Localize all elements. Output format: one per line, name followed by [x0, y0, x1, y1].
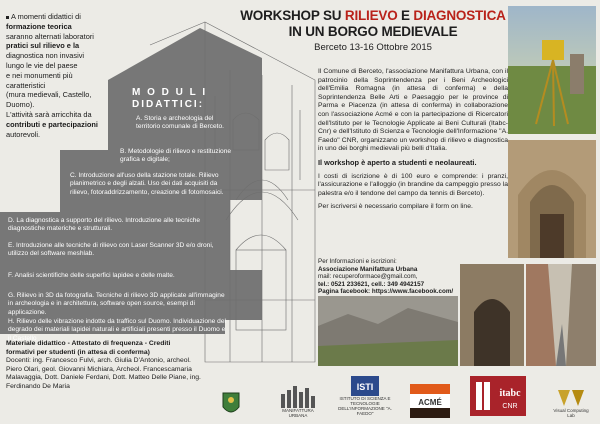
- intro-line: contributi e partecipazioni: [6, 119, 98, 129]
- info-line: mail: recuperoformace@gmail.com,: [318, 273, 418, 281]
- info-line: tel.: 0521 233621, cell.: 349 4942157: [318, 280, 425, 288]
- info-line: Associazione Manifattura Urbana: [318, 265, 418, 273]
- intro-line: lungo le vie del paese: [6, 60, 78, 70]
- logo-manifattura-urbana: [276, 376, 320, 418]
- body-highlight: Il workshop è aperto a studenti e neolaureati.: [318, 157, 477, 167]
- module-item: G. Rilievo in 3D da fotografia. Tecniche di rilievo 3D applicate all'immagine in archeologia e in architettura, software open source, esempi di applicazione.: [8, 292, 225, 316]
- logo-label: ISTITUTO DI SCIENZA E TECNOLOGIE DELL'INFORMAZIONE "A. FAEDO": [338, 396, 392, 416]
- logo-label: MANIFATTURA URBANA: [282, 408, 314, 418]
- body-paragraph: Il Comune di Berceto, l'associazione Manifattura Urbana, con il patrocinio della Soprintendenza per i Beni Archeologici dell'Emilia Romagna (in attesa di conferma) e della Soprintendenza Belle Arti e Paesaggio per le province di Parma e Piacenza (in attesa di conferma) in collaborazione con l'associazione Acmé e con la partecipazione di Ricercatori dell'Istituto per le Tecnologie Applicate ai Beni Culturali (Itabc-Cnr) e dell'Istituto di Scienza e Tecnologie dell'Informazione "A. Faedo" CNR, organizzano un workshop di rilievo e diagnostica in uno dei borghi medievali più belli d'Italia.: [318, 68, 508, 153]
- body-paragraph: I costi di iscrizione è di 100 euro e comprende: i pranzi, l'assicurazione e l'alloggio (in brandine da campeggio presso la palestra e/o il tendone del campo da tennis di Berceto).: [318, 172, 509, 197]
- title-block: [228, 8, 518, 53]
- photo-ruins: [318, 296, 458, 366]
- title-part: DIAGNOSTICA: [413, 8, 506, 23]
- module-item: D. La diagnostica a supporto del rilievo. Introduzione alle tecniche diagnostiche materiche e strutturali.: [8, 217, 201, 233]
- title-part: WORKSHOP SU: [240, 8, 345, 23]
- intro-line: diagnostica non invasivi: [6, 51, 85, 61]
- photo-street: [526, 264, 596, 366]
- moduli-title-line: DIDATTICI:: [132, 99, 205, 110]
- intro-line: L'attività sarà arricchita da: [6, 109, 92, 119]
- info-line: Pagina facebook: https://www.facebook.com/: [318, 288, 454, 296]
- logo-acme: [408, 376, 452, 418]
- module-item: F. Analisi scientifiche delle superfici lapidee e delle malte.: [8, 272, 175, 279]
- intro-line: formazione teorica: [6, 21, 72, 31]
- intro-line: e nei monumenti più: [6, 70, 73, 80]
- module-item: H. Rilievo delle vibrazione indotte da traffico sul Duomo. Individuazione del degrado dei materiali lapidei naturali e artificiali presenti presso il Duomo e il Castello: [8, 318, 226, 342]
- svg-text:ISTI: ISTI: [356, 382, 374, 392]
- photo-arch-gate: [460, 264, 524, 366]
- bottom-line: Docenti: ing. Francesco Fulvi, arch. Giulia D'Antonio, archeol.: [6, 357, 191, 365]
- moduli-title-line: M O D U L I: [132, 87, 208, 98]
- bottom-line: formativi per studenti (in attesa di conferma): [6, 348, 150, 356]
- photo-total-station: [508, 6, 596, 134]
- intro-line: (mura medievali, Castello,: [6, 90, 92, 100]
- logo-label: Visual Computing Lab: [553, 408, 589, 418]
- info-line: Per Informazioni e iscrizioni:: [318, 258, 397, 265]
- bottom-line: Ferdinando De Maria: [6, 382, 70, 390]
- intro-line: A momenti didattici di: [11, 12, 81, 21]
- svg-text:CNR: CNR: [502, 403, 518, 410]
- title-part: E: [397, 8, 414, 23]
- intro-line: caratteristici: [6, 80, 46, 90]
- bottom-info: [6, 340, 211, 392]
- intro-line: pratici sul rilievo e la: [6, 41, 80, 51]
- intro-line: saranno alternati laboratori: [6, 31, 94, 41]
- logo-acme-text: ACMÉ: [418, 398, 442, 407]
- module-item: E. Introduzione alle tecniche di rilievo con Laser Scanner 3D e/o droni, utilizzo del software meshlab.: [8, 242, 214, 258]
- photo-portal: [508, 140, 596, 258]
- workshop-title: [228, 8, 518, 24]
- module-item: B. Metodologie di rilievo e restituzione grafica e digitale;: [120, 148, 232, 164]
- body-paragraph: Per iscriversi è necessario compilare il form on line.: [318, 203, 473, 211]
- bottom-line: Materiale didattico - Attestato di frequenza - Crediti: [6, 340, 171, 347]
- bottom-line: Malavaggia, Dott. Daniele Ferdani, Dott. Matteo Delle Piane, ing.: [6, 374, 201, 382]
- module-item: A. Storia e archeologia del territorio comunale di Berceto.: [136, 115, 224, 131]
- title-part: RILIEVO: [344, 8, 398, 23]
- module-item: C. Introduzione all'uso della stazione totale. Rilievo planimetrico e degli alzati. Uso dei dati acquisiti da rilievo, fotoraddrizzamento, creazione di fotomosaici.: [70, 172, 224, 196]
- bottom-line: Piero Olari, geol. Giovanni Michiara, Archeol. Francescamaria: [6, 365, 192, 373]
- workshop-subtitle: IN UN BORGO MEDIEVALE: [288, 24, 458, 39]
- intro-line: Duomo).: [6, 100, 35, 110]
- logo-itabc: [470, 374, 526, 416]
- logo-isti: [330, 374, 400, 416]
- workshop-dates: Berceto 13-16 Ottobre 2015: [314, 42, 432, 53]
- logo-visual-computing-lab: [550, 376, 592, 418]
- moduli-title: [132, 87, 232, 111]
- svg-text:itabc: itabc: [499, 388, 521, 399]
- logo-comune-berceto: [218, 374, 244, 416]
- intro-line: autorevoli.: [6, 129, 41, 139]
- body-text: [318, 68, 508, 217]
